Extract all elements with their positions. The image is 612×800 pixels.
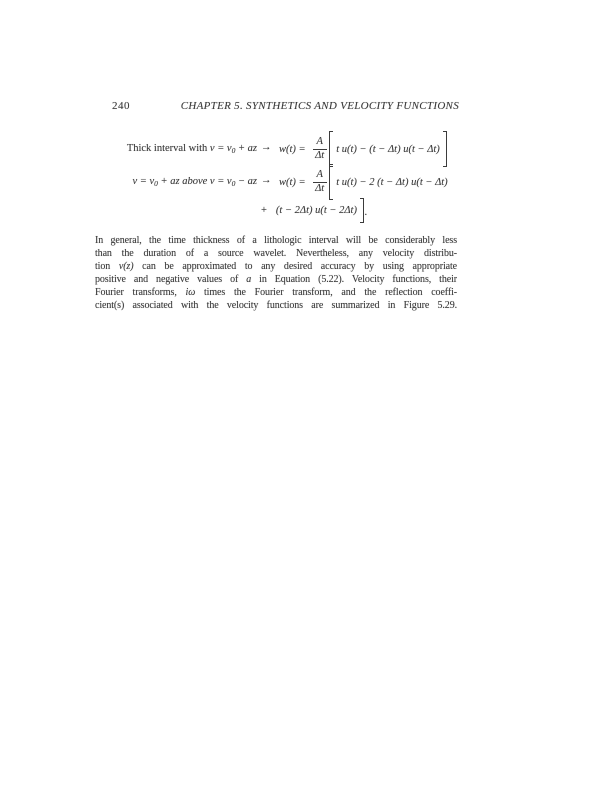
paragraph-line [95, 234, 457, 247]
body-paragraph [95, 234, 457, 312]
paragraph-line [95, 273, 457, 286]
fraction [313, 169, 327, 194]
equation-2-continuation [0, 196, 612, 224]
equation-1-body: t u(t) − (t − Δt) u(t − Δt) [336, 143, 440, 155]
equation-1-label: Thick interval with [126, 143, 210, 154]
equation-2-velocity-rest: − az [235, 176, 257, 187]
paragraph-text: Fourier transforms, [95, 287, 186, 298]
paragraph-line [95, 247, 457, 260]
paragraph-text: cient(s) associated with the velocity functions are summarized in Figure 5.29. [95, 300, 457, 311]
subscript-zero: 0 [231, 146, 236, 155]
equation-2-continuation-rhs [261, 196, 367, 224]
paragraph-text: tion [95, 261, 119, 272]
wavelet-term: w(t) = [279, 143, 306, 155]
paragraph-text: times the Fourier transform, and the reflection coeffi- [195, 287, 457, 298]
paragraph-line [95, 260, 457, 273]
left-bracket [329, 131, 334, 167]
fraction-numerator: A [316, 136, 323, 148]
equation-1-velocity: v = v [209, 143, 232, 154]
maps-to-arrow-icon: → [261, 142, 272, 153]
plus-sign: + [261, 204, 267, 216]
equation-2-continuation-body: (t − 2Δt) u(t − 2Δt) [275, 204, 357, 216]
fraction-denominator: Δt [313, 182, 327, 195]
page-number: 240 [112, 100, 130, 112]
inline-math: a [246, 274, 252, 285]
maps-to-arrow-icon: → [261, 175, 272, 186]
right-bracket [443, 131, 448, 167]
equation-1-lhs [0, 143, 257, 154]
equation-2-velocity: v = v [132, 176, 155, 187]
inline-math: iω [185, 287, 196, 298]
equation-2-velocity-mid: + az above v = v [157, 176, 232, 187]
running-head [112, 100, 459, 112]
paragraph-text: in Equation (5.22). Velocity functions, their [251, 274, 457, 285]
paragraph-text: positive and negative values of [95, 274, 247, 285]
left-bracket [329, 164, 334, 200]
chapter-title: CHAPTER 5. SYNTHETICS AND VELOCITY FUNCTIONS [180, 100, 459, 112]
subscript-zero: 0 [231, 179, 236, 188]
equation-2-body: t u(t) − 2 (t − Δt) u(t − Δt) [336, 176, 448, 188]
paragraph-line [95, 299, 457, 312]
subscript-zero: 0 [154, 179, 158, 188]
paragraph-text: than the duration of a source wavelet. Nevertheless, any velocity distribu- [95, 248, 457, 259]
paragraph-text: can be approximated to any desired accuracy by using appropriate [133, 261, 457, 272]
fraction [313, 136, 327, 161]
sentence-period: . [364, 207, 368, 218]
paragraph-text: In general, the time thickness of a lithologic interval will be considerably less [95, 235, 457, 246]
inline-math: v(z) [118, 261, 134, 272]
fraction-denominator: Δt [313, 149, 327, 162]
wavelet-term: w(t) = [279, 176, 306, 188]
equation-2-lhs [0, 176, 257, 187]
fraction-numerator: A [316, 169, 323, 181]
equation-1-velocity-rest: + az [235, 143, 257, 154]
paragraph-line [95, 286, 457, 299]
